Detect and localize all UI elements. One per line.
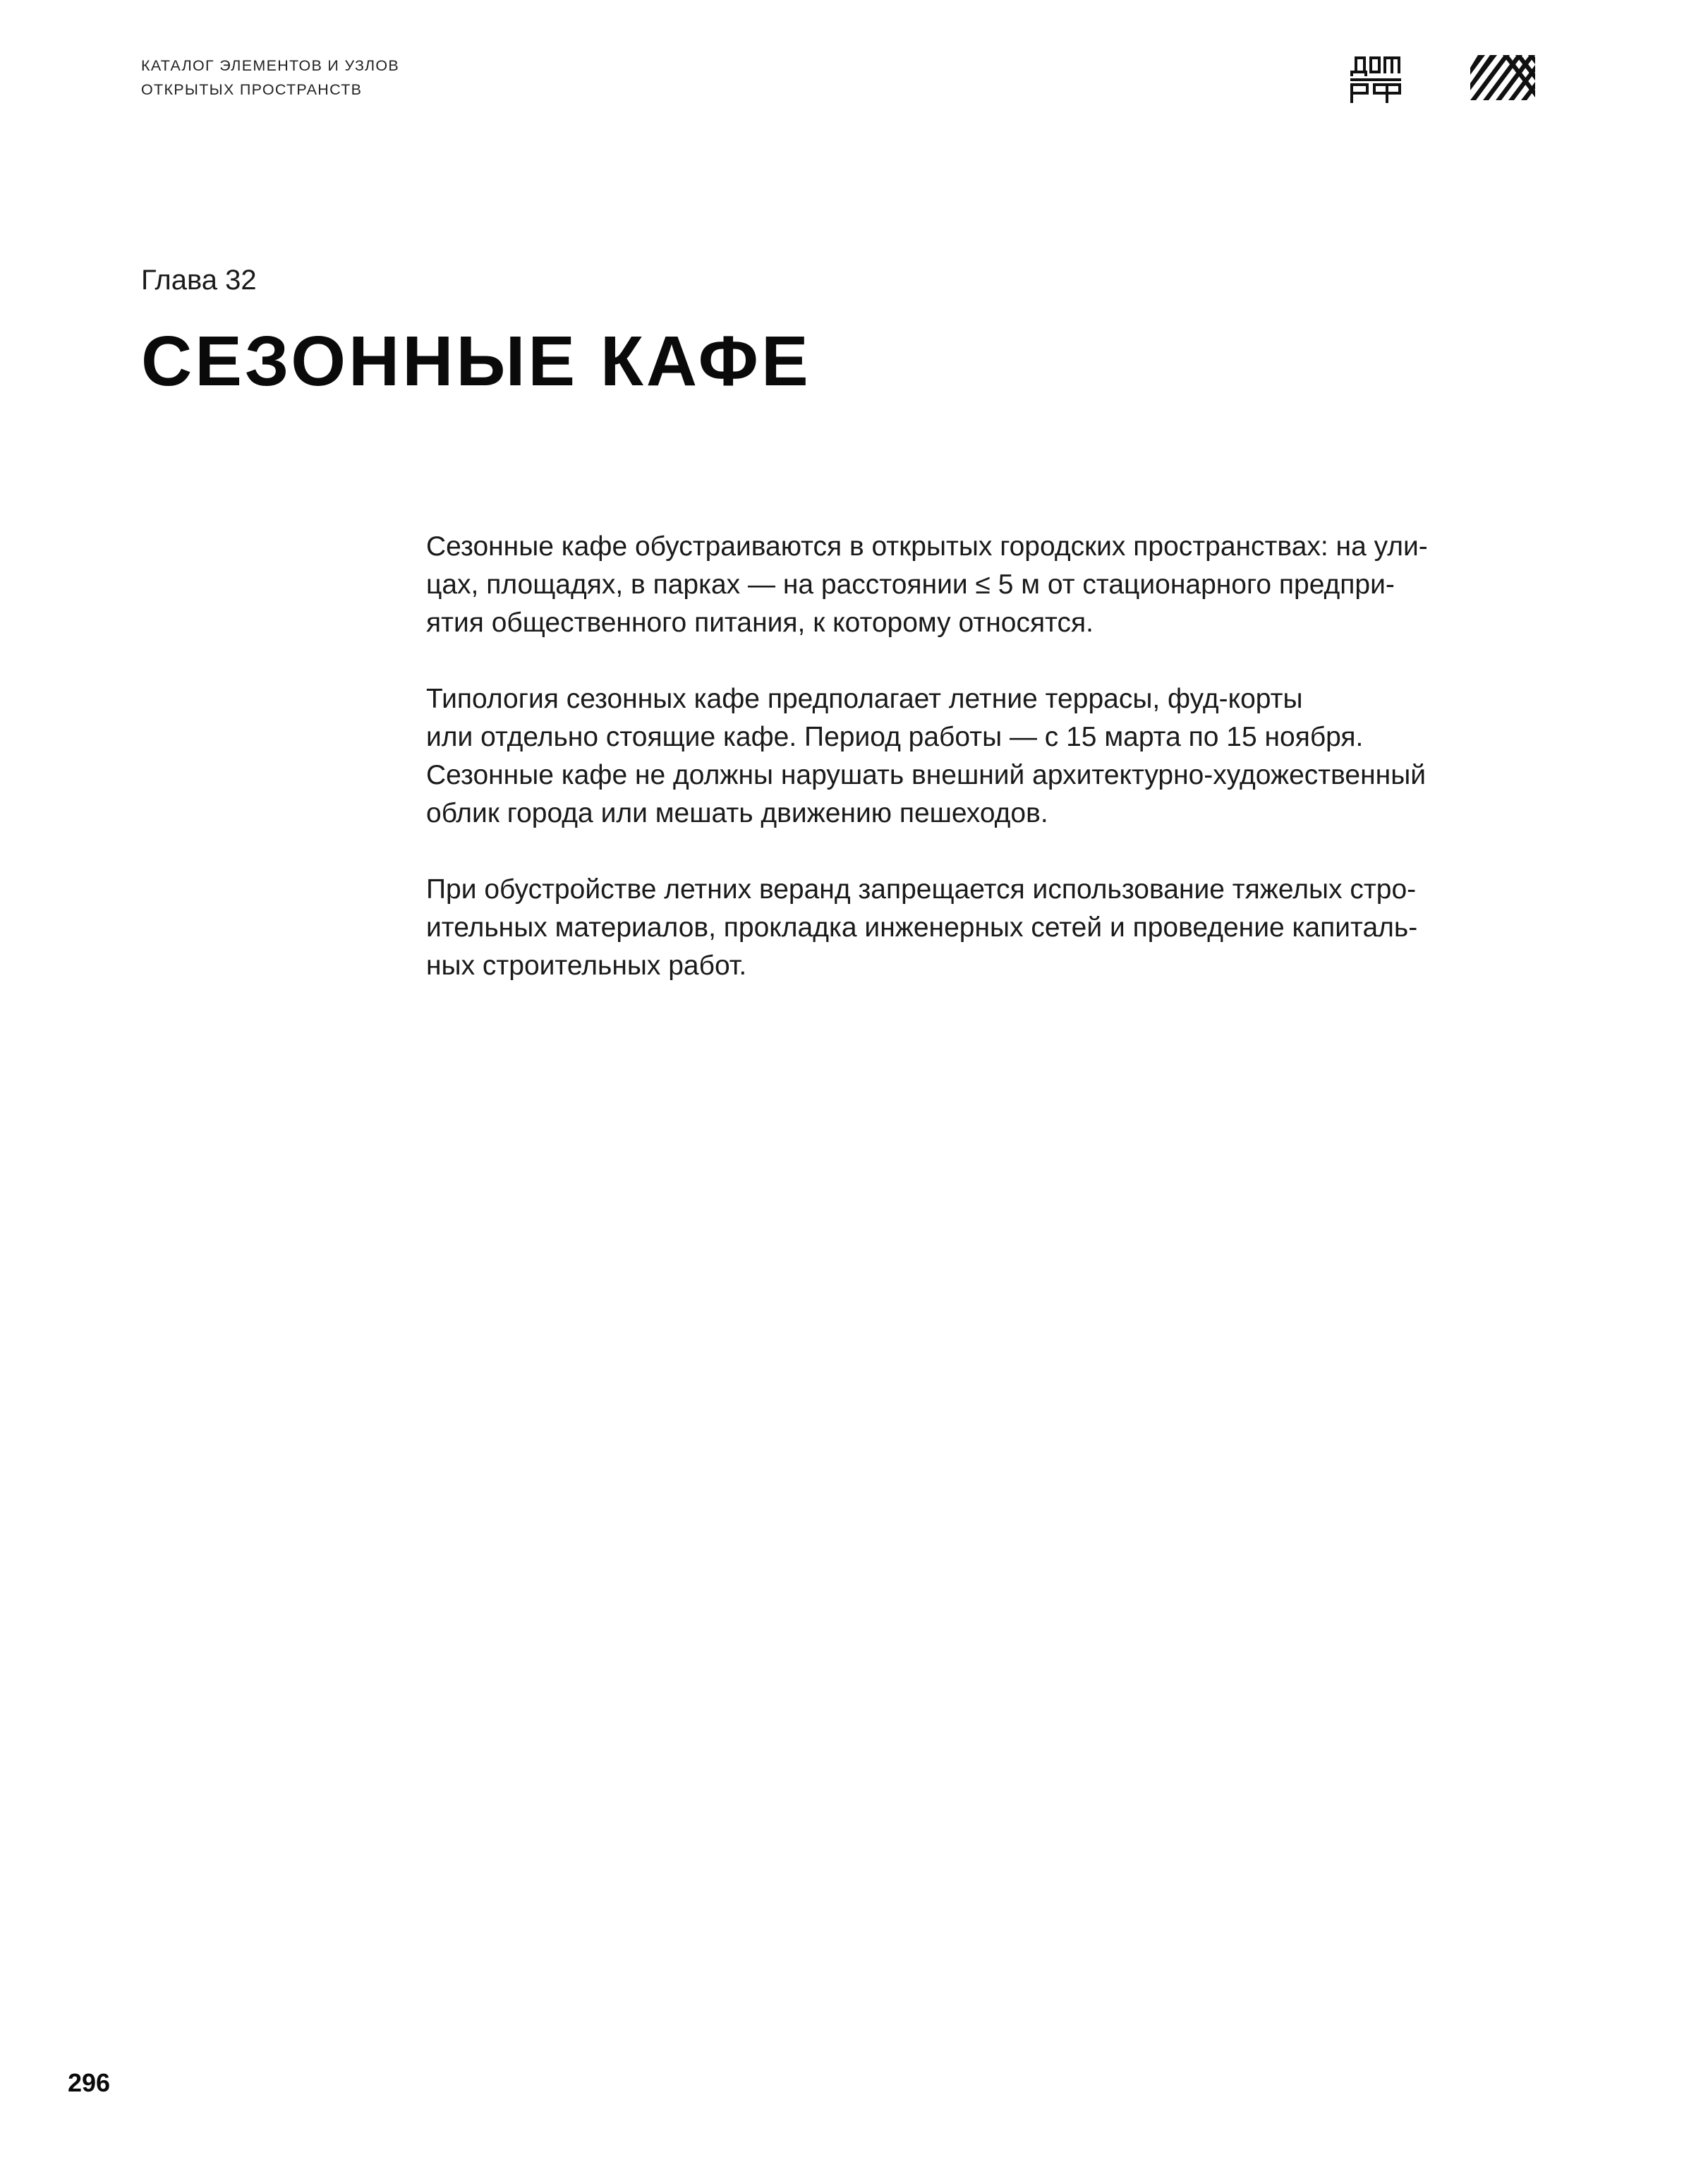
- paragraph-line: При обустройстве летних веранд запрещается использование тяжелых стро-: [426, 874, 1417, 905]
- dom-rf-logo: [1350, 55, 1401, 103]
- chapter-body: [426, 528, 1527, 1023]
- catalog-title-line-1: КАТАЛОГ ЭЛЕМЕНТОВ И УЗЛОВ: [141, 57, 400, 74]
- catalog-header: [141, 54, 399, 102]
- paragraph-line: ительных материалов, прокладка инженерных сетей и проведение капиталь-: [426, 912, 1418, 943]
- paragraph-line: Сезонные кафе не должны нарушать внешний архитектурно-художественный: [426, 760, 1427, 790]
- paragraph-1: [426, 528, 1527, 642]
- chapter-title: СЕЗОННЫЕ КАФЕ: [141, 322, 811, 401]
- paragraph-line: ных строительных работ.: [426, 950, 747, 981]
- paragraph-line: ятия общественного питания, к которому относятся.: [426, 608, 1094, 638]
- chapter-label: Глава 32: [141, 265, 257, 296]
- page-number: 296: [68, 2068, 111, 2097]
- paragraph-line: Типология сезонных кафе предполагает летние террасы, фуд-корты: [426, 684, 1303, 714]
- catalog-title-line-2: ОТКРЫТЫХ ПРОСТРАНСТВ: [141, 81, 363, 98]
- paragraph-line: Сезонные кафе обустраиваются в открытых городских пространствах: на ули-: [426, 531, 1428, 562]
- paragraph-line: цах, площадях, в парках — на расстоянии ≤ 5 м от стационарного предпри-: [426, 569, 1395, 600]
- paragraph-2: [426, 680, 1527, 833]
- paragraph-3: [426, 871, 1527, 985]
- pattern-logo: [1470, 55, 1535, 100]
- paragraph-line: или отдельно стоящие кафе. Период работы — с 15 марта по 15 ноября.: [426, 722, 1364, 752]
- paragraph-line: облик города или мешать движению пешеходов.: [426, 798, 1048, 828]
